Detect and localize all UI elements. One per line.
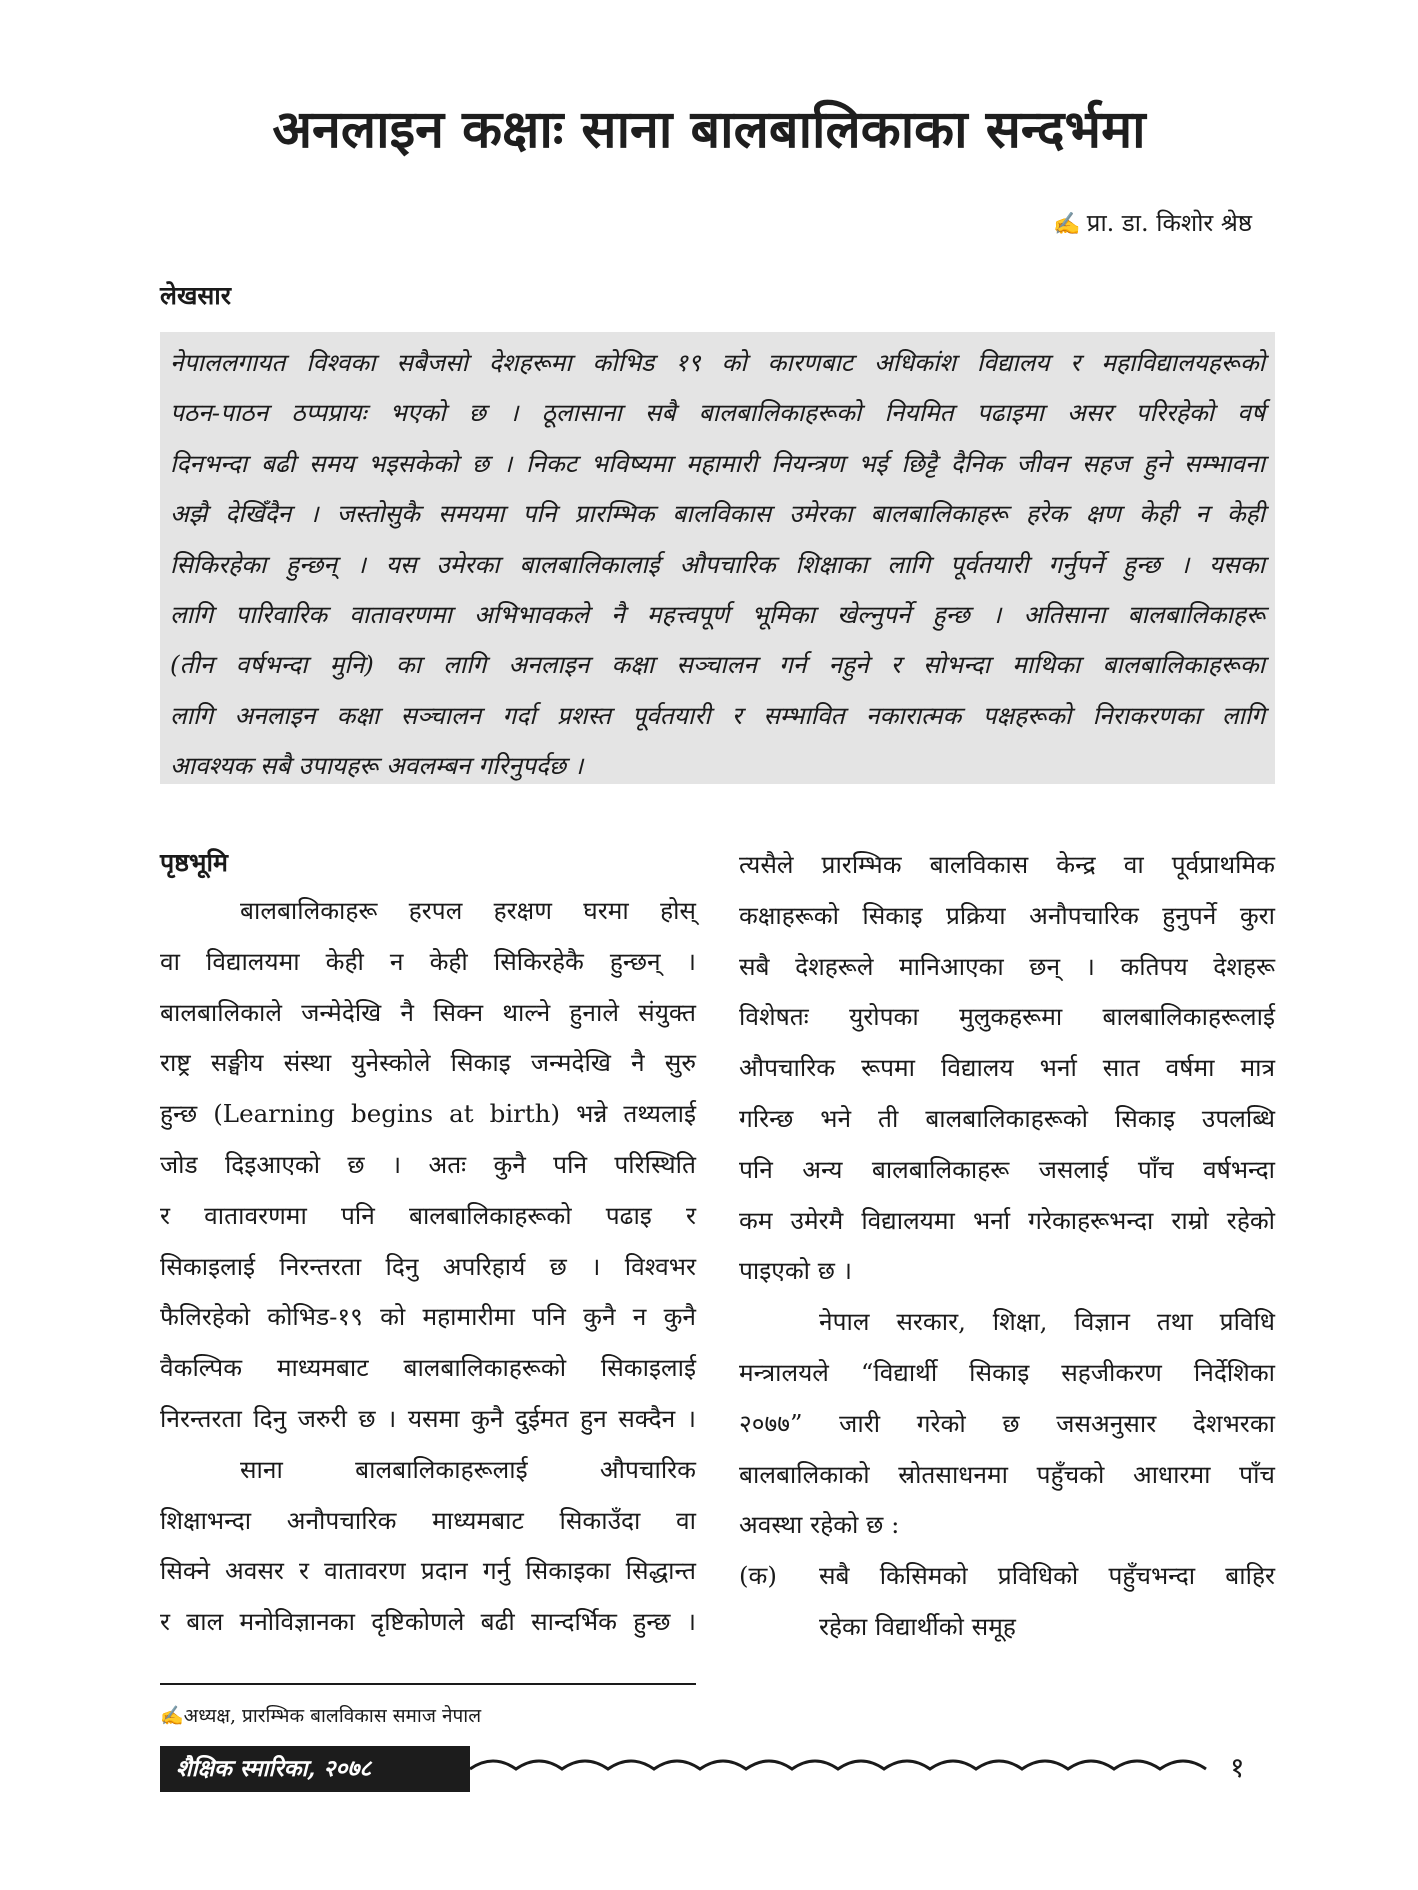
body-line: राष्ट्र सङ्घीय संस्था युनेस्कोले सिकाइ जन्मदेखि नै सुरु bbox=[160, 1048, 696, 1078]
body-line: कम उमेरमै विद्यालयमा भर्ना गरेकाहरूभन्दा राम्रो रहेको bbox=[739, 1205, 1275, 1235]
page-number: १ bbox=[1230, 1751, 1245, 1784]
abstract-line: नेपाललगायत विश्वका सबैजसो देशहरूमा कोभिड १९ को कारणबाट अधिकांश विद्यालय र महाविद्यालयहरूको bbox=[170, 348, 1265, 377]
body-line: बालबालिकाले जन्मेदेखि नै सिक्न थाल्ने हुनाले संयुक्त bbox=[160, 997, 696, 1027]
body-line: नेपाल सरकार, शिक्षा, विज्ञान तथा प्रविधि bbox=[819, 1307, 1275, 1337]
footnote-rule bbox=[160, 1683, 696, 1685]
body-line: पाइएको छ । bbox=[739, 1256, 853, 1286]
body-line: बालबालिकाको स्रोतसाधनमा पहुँचको आधारमा पाँच bbox=[739, 1459, 1275, 1489]
body-line: वा विद्यालयमा केही न केही सिकिरहेकै हुन्छन् । bbox=[160, 946, 696, 976]
body-line: जोड दिइआएको छ । अतः कुनै पनि परिस्थिति bbox=[160, 1149, 696, 1179]
body-line: फैलिरहेको कोभिड-१९ को महामारीमा पनि कुनै न कुनै bbox=[160, 1302, 696, 1332]
abstract-box bbox=[160, 332, 1275, 784]
body-line: बालबालिकाहरू हरपल हरक्षण घरमा होस् bbox=[240, 896, 696, 925]
author-name: प्रा. डा. किशोर श्रेष्ठ bbox=[1086, 209, 1252, 237]
list-marker: (क) bbox=[739, 1561, 777, 1591]
body-line: विशेषतः युरोपका मुलुकहरूमा बालबालिकाहरूलाई bbox=[739, 1002, 1275, 1032]
abstract-line: आवश्यक सबै उपायहरू अवलम्बन गरिनुपर्दछ । bbox=[170, 751, 584, 781]
body-line: सबै देशहरूले मानिआएका छन् । कतिपय देशहरू bbox=[739, 951, 1275, 981]
body-line: कक्षाहरूको सिकाइ प्रक्रिया अनौपचारिक हुनुपर्ने कुरा bbox=[739, 900, 1275, 930]
abstract-line: अझै देखिँदैन । जस्तोसुकै समयमा पनि प्रारम्भिक बालविकास उमेरका बालबालिकाहरू हरेक क्षण केही न केही bbox=[170, 499, 1265, 529]
body-line: र वातावरणमा पनि बालबालिकाहरूको पढाइ र bbox=[160, 1200, 696, 1230]
right-column bbox=[739, 840, 1275, 1653]
body-line: पनि अन्य बालबालिकाहरू जसलाई पाँच वर्षभन्दा bbox=[739, 1154, 1275, 1184]
abstract-line: लागि पारिवारिक वातावरणमा अभिभावकले नै महत्त्वपूर्ण भूमिका खेल्नुपर्ने हुन्छ । अतिसाना बालबालिकाहरू bbox=[170, 599, 1265, 629]
body-line: र बाल मनोविज्ञानका दृष्टिकोणले बढी सान्दर्भिक हुन्छ । bbox=[160, 1607, 696, 1637]
wave-divider bbox=[470, 1752, 1210, 1786]
body-line: शिक्षाभन्दा अनौपचारिक माध्यमबाट सिकाउँदा वा bbox=[160, 1505, 696, 1535]
abstract-line: (तीन वर्षभन्दा मुनि) का लागि अनलाइन कक्षा सञ्चालन गर्न नहुने र सोभन्दा माथिका बालबालिकाहरूका bbox=[170, 650, 1265, 680]
body-line: औपचारिक रूपमा विद्यालय भर्ना सात वर्षमा मात्र bbox=[739, 1053, 1275, 1083]
footnote-text: अध्यक्ष, प्रारम्भिक बालविकास समाज नेपाल bbox=[183, 1705, 482, 1727]
body-line: सिकाइलाई निरन्तरता दिनु अपरिहार्य छ । विश्वभर bbox=[160, 1251, 696, 1281]
list-line: सबै किसिमको प्रविधिको पहुँचभन्दा बाहिर bbox=[819, 1561, 1275, 1591]
left-column bbox=[160, 840, 696, 1648]
body-line: निरन्तरता दिनु जरुरी छ । यसमा कुनै दुईमत हुन सक्दैन । bbox=[160, 1403, 696, 1433]
list-item bbox=[739, 1551, 1275, 1653]
abstract-heading: लेखसार bbox=[160, 281, 232, 310]
footnote bbox=[160, 1702, 481, 1728]
article-title: अनलाइन कक्षाः साना बालबालिकाका सन्दर्भमा bbox=[272, 100, 1146, 160]
body-line: सिक्ने अवसर र वातावरण प्रदान गर्नु सिकाइका सिद्धान्त bbox=[160, 1556, 696, 1586]
body-line: मन्त्रालयले “विद्यार्थी सिकाइ सहजीकरण निर्देशिका bbox=[739, 1357, 1275, 1387]
footer-publication: शैक्षिक स्मारिका, २०७८ bbox=[160, 1746, 470, 1792]
pen-icon: ✍ bbox=[160, 1705, 184, 1727]
body-line: साना बालबालिकाहरूलाई औपचारिक bbox=[240, 1454, 696, 1484]
body-line: २०७७” जारी गरेको छ जसअनुसार देशभरका bbox=[739, 1408, 1275, 1438]
abstract-line: लागि अनलाइन कक्षा सञ्चालन गर्दा प्रशस्त पूर्वतयारी र सम्भावित नकारात्मक पक्षहरूको निराकरणका लागि bbox=[170, 700, 1265, 730]
body-line: अवस्था रहेको छ : bbox=[739, 1510, 900, 1540]
abstract-line: पठन-पाठन ठप्पप्रायः भएको छ । ठूलासाना सबै बालबालिकाहरूको नियमित पढाइमा असर परिरहेको वर्ष bbox=[170, 398, 1265, 428]
abstract-line: दिनभन्दा बढी समय भइसकेको छ । निकट भविष्यमा महामारी नियन्त्रण भई छिट्टै दैनिक जीवन सहज हुने सम्भावना bbox=[170, 448, 1265, 478]
body-line: गरिन्छ भने ती बालबालिकाहरूको सिकाइ उपलब्धि bbox=[739, 1103, 1275, 1133]
author-line bbox=[1053, 206, 1252, 239]
body-line: वैकल्पिक माध्यमबाट बालबालिकाहरूको सिकाइलाई bbox=[160, 1353, 696, 1383]
body-line: त्यसैले प्रारम्भिक बालविकास केन्द्र वा पूर्वप्राथमिक bbox=[739, 850, 1275, 879]
pen-icon: ✍ bbox=[1053, 212, 1081, 237]
list-line: रहेका विद्यार्थीको समूह bbox=[819, 1611, 1016, 1641]
section-heading: पृष्ठभूमि bbox=[160, 848, 228, 877]
body-line: हुन्छ (Learning begins at birth) भन्ने तथ्यलाई bbox=[160, 1099, 696, 1129]
abstract-line: सिकिरहेका हुन्छन् । यस उमेरका बालबालिकालाई औपचारिक शिक्षाका लागि पूर्वतयारी गर्नुपर्ने हुन्छ । यसका bbox=[170, 549, 1265, 579]
